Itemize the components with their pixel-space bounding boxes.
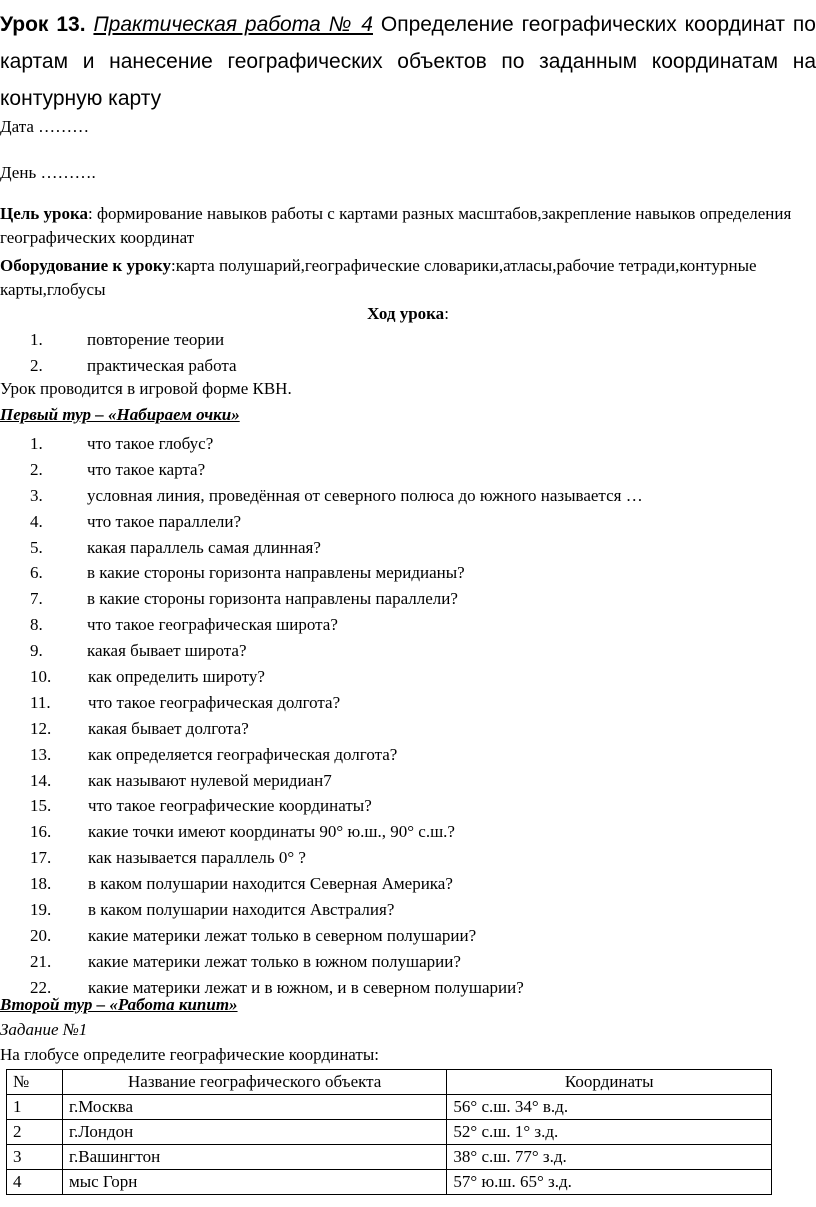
question-number: 2. bbox=[30, 459, 43, 479]
question-text: как называется параллель 0° ? bbox=[88, 848, 306, 868]
question-text: как определить широту? bbox=[88, 667, 265, 687]
question-text: какие материки лежат только в южном полушарии? bbox=[88, 951, 461, 971]
table-row bbox=[7, 1120, 772, 1145]
question-text: что такое географические координаты? bbox=[88, 796, 372, 816]
equipment-text: :карта полушарий,географические словарики,атласы,рабочие тетради,контурные карты,глобусы bbox=[0, 256, 757, 299]
question-text: в какие стороны горизонта направлены меридианы? bbox=[87, 563, 465, 583]
question-number: 11. bbox=[30, 692, 51, 712]
question-number: 7. bbox=[30, 589, 43, 609]
object-name: г.Лондон bbox=[62, 1120, 446, 1145]
object-coords: 38° с.ш. 77° з.д. bbox=[447, 1145, 772, 1170]
question-number: 9. bbox=[30, 641, 43, 661]
object-name: г.Москва bbox=[62, 1095, 446, 1120]
row-number: 2 bbox=[7, 1120, 63, 1145]
question-number: 21. bbox=[30, 951, 52, 971]
question-number: 18. bbox=[30, 874, 52, 894]
question-number: 12. bbox=[30, 718, 52, 738]
table-row bbox=[7, 1095, 772, 1120]
list-item-text: повторение теории bbox=[87, 330, 225, 349]
row-number: 1 bbox=[7, 1095, 63, 1120]
table-header-row bbox=[7, 1070, 772, 1095]
column-header-coords: Координаты bbox=[447, 1070, 772, 1095]
lesson-progress-heading bbox=[0, 304, 816, 324]
column-header-name: Название географического объекта bbox=[62, 1070, 446, 1095]
object-name: г.Вашингтон bbox=[62, 1145, 446, 1170]
lesson-goal bbox=[0, 202, 816, 250]
practical-work-label: Практическая работа № 4 bbox=[93, 13, 373, 36]
question-text: как определяется географическая долгота? bbox=[88, 744, 398, 764]
task-instruction: На глобусе определите географические координаты: bbox=[0, 1045, 379, 1064]
question-number: 14. bbox=[30, 770, 52, 790]
question-number: 17. bbox=[30, 848, 52, 868]
question-number: 22. bbox=[30, 977, 52, 997]
question-number: 8. bbox=[30, 615, 43, 635]
object-coords: 52° с.ш. 1° з.д. bbox=[447, 1120, 772, 1145]
progress-label: Ход урока bbox=[367, 304, 445, 323]
row-number: 4 bbox=[7, 1170, 63, 1195]
row-number: 3 bbox=[7, 1145, 63, 1170]
day-line: День ………. bbox=[0, 163, 96, 182]
date-line: Дата ……… bbox=[0, 117, 90, 136]
question-text: что такое географическая долгота? bbox=[88, 692, 341, 712]
question-text: какие материки лежат и в южном, и в северном полушарии? bbox=[88, 977, 524, 997]
lesson-heading bbox=[0, 6, 816, 117]
equipment-label: Оборудование к уроку bbox=[0, 256, 171, 275]
goal-text: : формирование навыков работы с картами разных масштабов,закрепление навыков определения географических координат bbox=[0, 204, 792, 247]
list-item-number: 2. bbox=[30, 355, 43, 375]
column-header-number: № bbox=[7, 1070, 63, 1095]
question-text: что такое географическая широта? bbox=[87, 615, 338, 635]
question-text: какая бывает долгота? bbox=[88, 718, 249, 738]
question-number: 6. bbox=[30, 563, 43, 583]
object-coords: 57° ю.ш. 65° з.д. bbox=[447, 1170, 772, 1195]
question-text: условная линия, проведённая от северного полюса до южного называется … bbox=[87, 485, 643, 505]
question-number: 1. bbox=[30, 434, 43, 453]
lesson-topic: Определение географических координат по картам и нанесение географических объектов по заданным координатам на контурную карту bbox=[0, 13, 816, 110]
round2-title: Второй тур – «Работа кипит» bbox=[0, 995, 238, 1014]
question-text: какая параллель самая длинная? bbox=[87, 537, 321, 557]
goal-label: Цель урока bbox=[0, 204, 89, 223]
lesson-equipment bbox=[0, 254, 816, 302]
list-item-text: практическая работа bbox=[87, 355, 237, 375]
question-text: что такое глобус? bbox=[87, 434, 214, 453]
question-text: в каком полушарии находится Северная Америка? bbox=[88, 874, 453, 894]
object-name: мыс Горн bbox=[62, 1170, 446, 1195]
question-number: 10. bbox=[30, 667, 52, 687]
question-number: 13. bbox=[30, 744, 52, 764]
question-text: как называют нулевой меридиан7 bbox=[88, 770, 332, 790]
question-number: 4. bbox=[30, 511, 43, 531]
coordinates-table bbox=[6, 1069, 772, 1195]
question-number: 5. bbox=[30, 537, 43, 557]
table-row bbox=[7, 1170, 772, 1195]
list-item-number: 1. bbox=[30, 330, 43, 349]
question-text: что такое карта? bbox=[87, 459, 206, 479]
question-text: что такое параллели? bbox=[87, 511, 242, 531]
lesson-number: Урок 13. bbox=[0, 13, 86, 36]
progress-colon: : bbox=[444, 304, 449, 323]
game-form-note: Урок проводится в игровой форме КВН. bbox=[0, 379, 292, 398]
task-label: Задание №1 bbox=[0, 1020, 88, 1039]
question-number: 16. bbox=[30, 822, 52, 842]
question-text: в какие стороны горизонта направлены параллели? bbox=[87, 589, 458, 609]
question-text: какие материки лежат только в северном полушарии? bbox=[88, 925, 477, 945]
question-number: 15. bbox=[30, 796, 52, 816]
object-coords: 56° с.ш. 34° в.д. bbox=[447, 1095, 772, 1120]
question-number: 3. bbox=[30, 485, 43, 505]
question-text: какие точки имеют координаты 90° ю.ш., 90° с.ш.? bbox=[88, 822, 455, 842]
round1-title: Первый тур – «Набираем очки» bbox=[0, 405, 240, 424]
question-text: какая бывает широта? bbox=[87, 641, 247, 661]
question-number: 20. bbox=[30, 925, 52, 945]
question-text: в каком полушарии находится Австралия? bbox=[88, 900, 395, 920]
question-number: 19. bbox=[30, 900, 52, 920]
table-row bbox=[7, 1145, 772, 1170]
